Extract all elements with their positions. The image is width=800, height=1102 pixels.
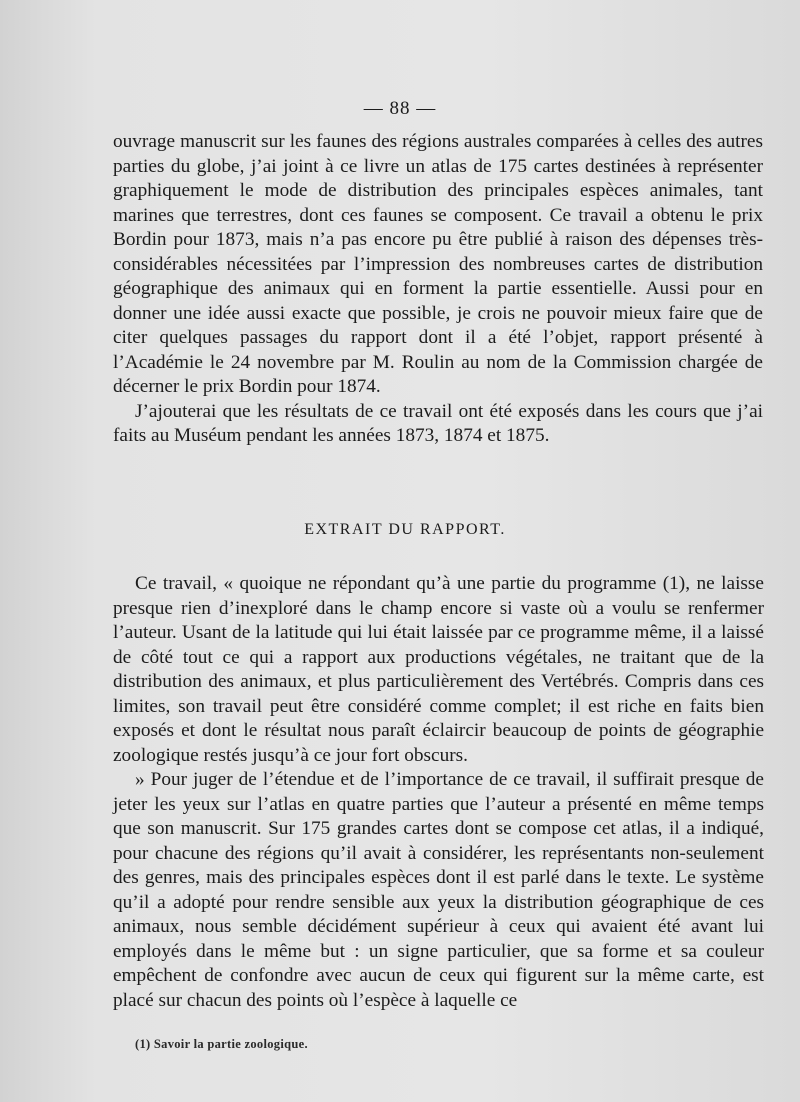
paragraph: » Pour juger de l’étendue et de l’importance de ce travail, il suffirait presque de jeter les yeux sur l’atlas en quatre parties que l’auteur a présenté en même temps que son manuscrit. Sur 175 grandes cartes dont se compose cet atlas, il a indiqué, pour chacune des régions qu’il avait à considérer, les représentants non-seulement des genres, mais des principales espèces dont il est parlé dans le texte. Le système qu’il a adopté pour rendre sensible aux yeux la distribution géographique de ces animaux, nous semble décidément supérieur à ceux qui avaient été avant lui employés dans le même but : un signe particulier, que sa forme et sa couleur empêchent de confondre avec aucun de ceux qui figurent sur la même carte, est placé sur chacun des points où l’espèce à laquelle ce — [113, 769, 764, 1011]
text-block-extract — [113, 572, 764, 1013]
paragraph: J’ajouterai que les résultats de ce travail ont été exposés dans les cours que j’ai faits au Muséum pendant les années 1873, 1874 et 1875. — [113, 400, 763, 446]
footnote: (1) Savoir la partie zoologique. — [135, 1037, 308, 1051]
page-number: — 88 — — [363, 98, 437, 119]
paragraph: Ce travail, « quoique ne répondant qu’à une partie du programme (1), ne laisse presque rien d’inexploré dans le champ encore si vaste où a voulu se renfermer l’auteur. Usant de la latitude qui lui était laissée par ce programme même, il a laissé de côté tout ce qui a rapport aux productions végétales, ne traitant que de la distribution des animaux, et plus particulièrement des Vertébrés. Compris dans ces limites, son travail peut être considéré comme complet; il est riche en faits bien exposés et dont le résultat nous paraît éclaircir beaucoup de points de géographie zoologique restés jusqu’à ce jour fort obscurs. — [113, 573, 764, 766]
paragraph: ouvrage manuscrit sur les faunes des régions australes comparées à celles des autres parties du globe, j’ai joint à ce livre un atlas de 175 cartes destinées à représenter graphiquement le mode de distribution des principales espèces animales, tant marines que terrestres, dont ces faunes se composent. Ce travail a obtenu le prix Bordin pour 1873, mais n’a pas encore pu être publié à raison des dépenses très-considérables nécessitées par l’impression des nombreuses cartes de distribution géographique des animaux qui en forment la partie essentielle. Aussi pour en donner une idée aussi exacte que possible, je crois ne pouvoir mieux faire que de citer quelques passages du rapport dont il a été l’objet, rapport présenté à l’Académie le 24 novembre par M. Roulin au nom de la Commission chargée de décerner le prix Bordin pour 1874. — [113, 131, 763, 397]
section-heading: EXTRAIT DU RAPPORT. — [304, 521, 506, 538]
text-block-intro — [113, 130, 763, 449]
